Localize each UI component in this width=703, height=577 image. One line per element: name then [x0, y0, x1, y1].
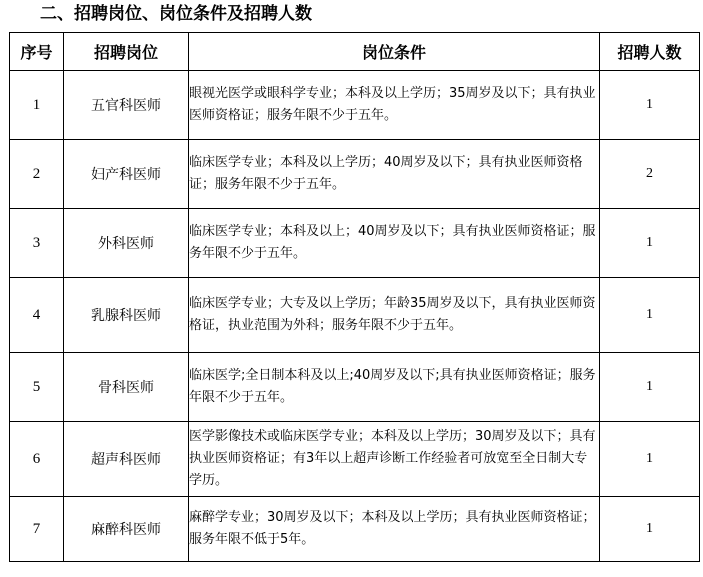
row-position: 麻醉科医师: [64, 497, 189, 562]
row-position: 妇产科医师: [64, 140, 189, 209]
row-requirements: 临床医学专业；大专及以上学历；年龄35周岁及以下，具有执业医师资格证，执业范围为外科；服务年限不少于五年。: [189, 278, 600, 353]
row-count: 1: [600, 497, 700, 562]
row-requirements: 临床医学专业；本科及以上学历；40周岁及以下；具有执业医师资格证；服务年限不少于五年。: [189, 140, 600, 209]
row-index: 3: [10, 209, 64, 278]
row-position: 乳腺科医师: [64, 278, 189, 353]
row-count: 2: [600, 140, 700, 209]
row-requirements: 眼视光医学或眼科学专业；本科及以上学历；35周岁及以下；具有执业医师资格证；服务年限不少于五年。: [189, 71, 600, 140]
table-row: [10, 209, 700, 278]
row-count: 1: [600, 278, 700, 353]
row-requirements: 麻醉学专业；30周岁及以下；本科及以上学历；具有执业医师资格证；服务年限不低于5年。: [189, 497, 600, 562]
row-requirements: 医学影像技术或临床医学专业；本科及以上学历；30周岁及以下；具有执业医师资格证；有3年以上超声诊断工作经验者可放宽至全日制大专学历。: [189, 422, 600, 497]
section-title: 二、招聘岗位、岗位条件及招聘人数: [40, 4, 312, 24]
table-row: [10, 140, 700, 209]
row-position: 外科医师: [64, 209, 189, 278]
recruitment-table: [9, 32, 700, 562]
row-index: 2: [10, 140, 64, 209]
table-row: [10, 422, 700, 497]
row-index: 7: [10, 497, 64, 562]
row-position: 五官科医师: [64, 71, 189, 140]
row-index: 5: [10, 353, 64, 422]
table-row: [10, 71, 700, 140]
row-count: 1: [600, 209, 700, 278]
table-row: [10, 278, 700, 353]
row-index: 6: [10, 422, 64, 497]
row-requirements: 临床医学专业；本科及以上；40周岁及以下；具有执业医师资格证；服务年限不少于五年。: [189, 209, 600, 278]
row-count: 1: [600, 353, 700, 422]
row-position: 超声科医师: [64, 422, 189, 497]
row-index: 1: [10, 71, 64, 140]
table-header-row: [10, 33, 700, 71]
row-position: 骨科医师: [64, 353, 189, 422]
header-position: 招聘岗位: [64, 33, 189, 71]
header-count: 招聘人数: [600, 33, 700, 71]
header-requirements: 岗位条件: [189, 33, 600, 71]
row-count: 1: [600, 422, 700, 497]
header-index: 序号: [10, 33, 64, 71]
table-row: [10, 497, 700, 562]
row-count: 1: [600, 71, 700, 140]
row-index: 4: [10, 278, 64, 353]
table-row: [10, 353, 700, 422]
row-requirements: 临床医学;全日制本科及以上;40周岁及以下;具有执业医师资格证；服务年限不少于五年。: [189, 353, 600, 422]
